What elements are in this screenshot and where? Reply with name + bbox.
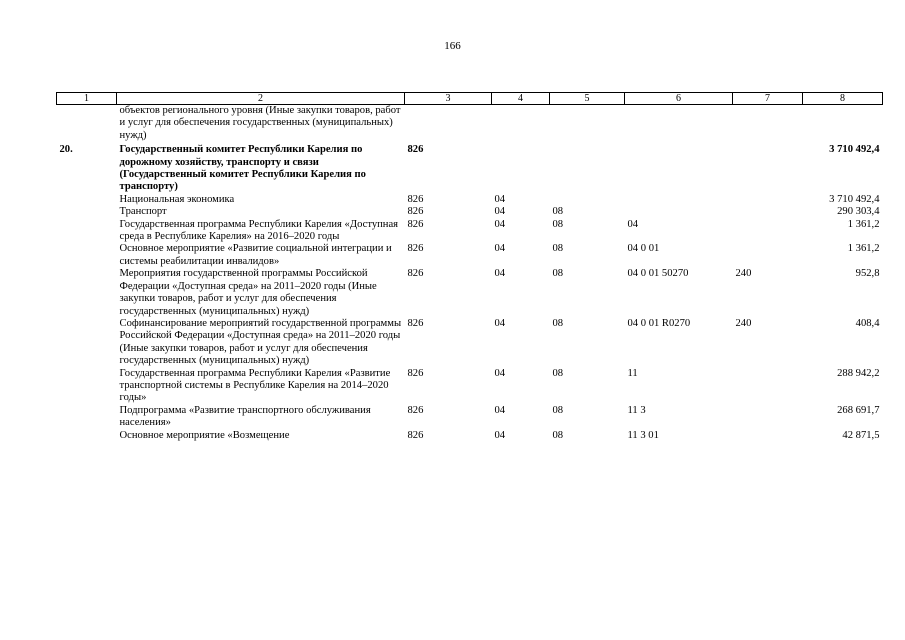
cell-expense-type (733, 105, 803, 143)
row-name: Государственная программа Республики Карелия «Доступная среда в Республике Карелия» на 2016–2020 годы (119, 218, 399, 243)
table-row (57, 194, 883, 206)
cell-ministry: 826 (407, 317, 424, 329)
cell-section (492, 142, 550, 194)
cell-ministry: 826 (407, 404, 424, 416)
cell-expense-type (733, 142, 803, 194)
table-row (57, 405, 883, 430)
table-row (57, 430, 883, 442)
cell-ministry (405, 105, 492, 143)
cell-subsection: 08 (552, 429, 564, 441)
cell-expense-type (733, 206, 803, 218)
row-name: Государственная программа Республики Карелия «Развитие транспортной системы в Республике Карелия на 2014–2020 годы» (119, 367, 391, 404)
cell-amount: 952,8 (855, 268, 880, 280)
cell-amount: 408,4 (855, 317, 880, 329)
cell-section: 04 (494, 193, 506, 205)
column-header: 8 (803, 93, 883, 105)
cell-target-article (625, 194, 733, 206)
cell-section: 04 (494, 429, 506, 441)
cell-ministry: 826 (407, 243, 424, 255)
cell-subsection (550, 194, 625, 206)
column-header-row (57, 93, 883, 105)
cell-ministry: 826 (407, 144, 424, 156)
row-number (57, 318, 117, 368)
row-number (57, 194, 117, 206)
cell-ministry: 826 (407, 429, 424, 441)
column-header: 2 (117, 93, 405, 105)
cell-amount: 290 303,4 (837, 206, 880, 218)
row-number (57, 268, 117, 318)
cell-target-article: 04 (627, 218, 639, 230)
cell-amount: 1 361,2 (847, 218, 880, 230)
table-row (57, 368, 883, 405)
column-header: 5 (550, 93, 625, 105)
cell-subsection: 08 (552, 206, 564, 218)
cell-subsection: 08 (552, 268, 564, 280)
cell-target-article (625, 206, 733, 218)
cell-target-article: 04 0 01 R0270 (627, 317, 691, 329)
table-row (57, 105, 883, 143)
row-name: Подпрограмма «Развитие транспортного обслуживания населения» (119, 404, 371, 429)
cell-ministry: 826 (407, 193, 424, 205)
row-name: Основное мероприятие «Развитие социальной интеграции и системы реабилитации инвалидов» (119, 243, 392, 267)
cell-subsection: 08 (552, 243, 564, 255)
cell-target-article: 11 (627, 367, 638, 379)
cell-target-article (625, 142, 733, 194)
row-number (57, 105, 117, 143)
cell-amount: 3 710 492,4 (829, 144, 880, 156)
column-header: 4 (492, 93, 550, 105)
row-number (57, 405, 117, 430)
table-row (57, 268, 883, 318)
cell-section: 04 (494, 268, 506, 280)
row-number (57, 368, 117, 405)
cell-expense-type (733, 368, 803, 405)
budget-table (56, 92, 883, 442)
cell-target-article: 04 0 01 (627, 243, 660, 255)
cell-amount: 268 691,7 (837, 404, 880, 416)
cell-subsection: 08 (552, 218, 564, 230)
cell-expense-type (733, 243, 803, 268)
cell-amount: 1 361,2 (847, 243, 880, 255)
row-number (57, 430, 117, 442)
cell-section: 04 (494, 206, 506, 218)
cell-section: 04 (494, 243, 506, 255)
cell-amount: 42 871,5 (842, 429, 880, 441)
cell-ministry: 826 (407, 206, 424, 218)
table-row (57, 318, 883, 368)
cell-section: 04 (494, 218, 506, 230)
cell-subsection: 08 (552, 367, 564, 379)
cell-expense-type: 240 (735, 268, 752, 280)
cell-subsection: 08 (552, 404, 564, 416)
row-name: Основное мероприятие «Возмещение (119, 429, 290, 441)
cell-ministry: 826 (407, 367, 424, 379)
cell-section (492, 105, 550, 143)
cell-section: 04 (494, 404, 506, 416)
cell-subsection (550, 105, 625, 143)
column-header: 6 (625, 93, 733, 105)
cell-subsection: 08 (552, 317, 564, 329)
column-header: 1 (57, 93, 117, 105)
row-name: Государственный комитет Республики Карелия по дорожному хозяйству, транспорту и связи (Государственный комитет Республики Карелия по транспорту) (119, 144, 366, 193)
row-number (57, 206, 117, 218)
row-name: Мероприятия государственной программы Российской Федерации «Доступная среда» на 2011–2020 годы (Иные закупки товаров, работ и услуг для обеспечения государственных (муниципальных) нужд) (119, 268, 377, 317)
cell-expense-type (733, 405, 803, 430)
cell-target-article: 11 3 01 (627, 429, 659, 441)
cell-amount: 3 710 492,4 (829, 193, 880, 205)
cell-amount (803, 105, 883, 143)
row-number (57, 219, 117, 244)
row-number (57, 243, 117, 268)
page-number: 166 (444, 40, 461, 52)
cell-expense-type (733, 219, 803, 244)
cell-section: 04 (494, 367, 506, 379)
row-name: объектов регионального уровня (Иные закупки товаров, работ и услуг для обеспечения государственных (муниципальных) нужд) (119, 105, 401, 141)
row-number: 20. (59, 144, 73, 156)
table-row (57, 206, 883, 218)
row-name: Национальная экономика (119, 193, 235, 205)
cell-expense-type: 240 (735, 317, 752, 329)
cell-section: 04 (494, 317, 506, 329)
cell-amount: 288 942,2 (837, 367, 880, 379)
cell-target-article: 04 0 01 50270 (627, 268, 689, 280)
cell-expense-type (733, 194, 803, 206)
cell-subsection (550, 142, 625, 194)
cell-ministry: 826 (407, 268, 424, 280)
cell-ministry: 826 (407, 218, 424, 230)
table-row (57, 243, 883, 268)
cell-expense-type (733, 430, 803, 442)
column-header: 7 (733, 93, 803, 105)
table-row (57, 142, 883, 194)
cell-target-article: 11 3 (627, 404, 646, 416)
table-row (57, 219, 883, 244)
column-header: 3 (405, 93, 492, 105)
row-name: Транспорт (119, 206, 167, 218)
row-name: Софинансирование мероприятий государственной программы Российской Федерации «Доступная среда» на 2011–2020 годы (Иные закупки товаров, работ и услуг для обеспечения государственных (муниципальных) нужд) (119, 317, 402, 367)
cell-target-article (625, 105, 733, 143)
